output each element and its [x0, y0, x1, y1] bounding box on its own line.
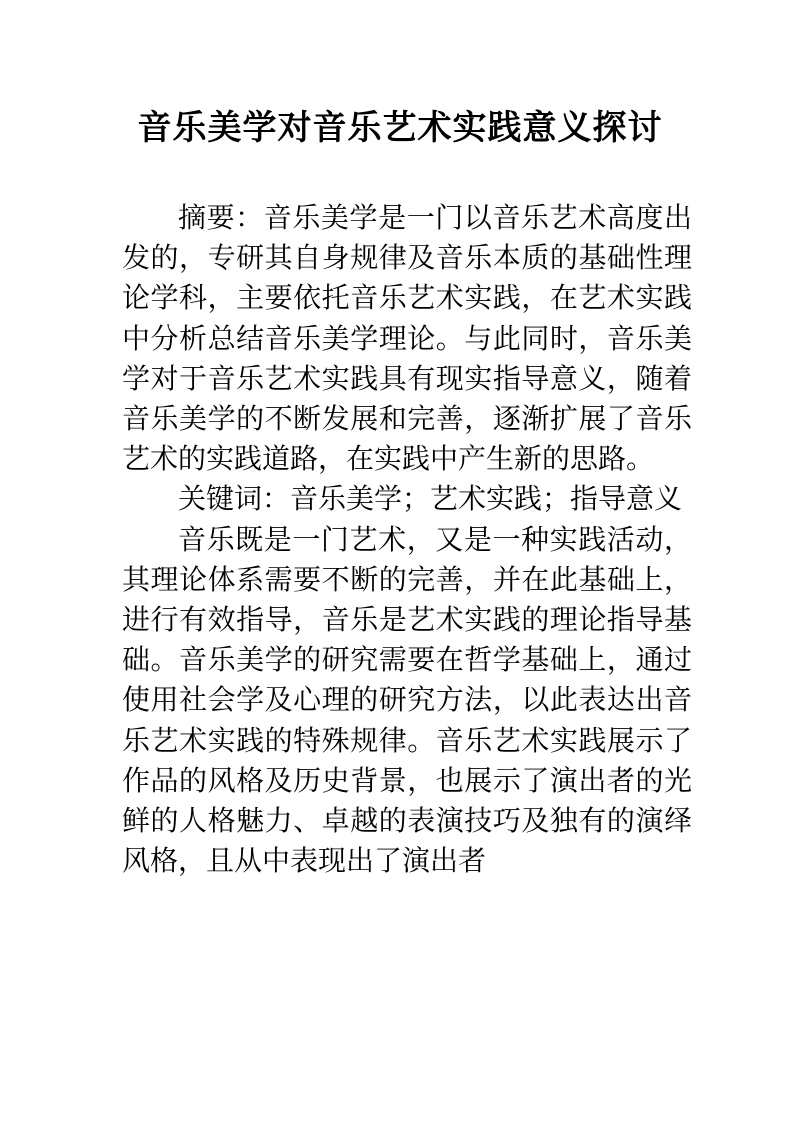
body-paragraph: 音乐既是一门艺术，又是一种实践活动，其理论体系需要不断的完善，并在此基础上，进行有效指导，音乐是艺术实践的理论指导基础。音乐美学的研究需要在哲学基础上，通过使用社会学及心理的研究方法，以此表达出音乐艺术实践的特殊规律。音乐艺术实践展示了作品的风格及历史背景，也展示了演出者的光鲜的人格魅力、卓越的表演技巧及独有的演绎风格，且从中表现出了演出者 — [122, 522, 692, 878]
document-body — [122, 198, 692, 881]
document-title: 音乐美学对音乐艺术实践意义探讨 — [137, 108, 663, 148]
keywords-paragraph: 关键词：音乐美学；艺术实践；指导意义 — [178, 482, 683, 516]
abstract-paragraph: 摘要：音乐美学是一门以音乐艺术高度出发的，专研其自身规律及音乐本质的基础性理论学科，主要依托音乐艺术实践，在艺术实践中分析总结音乐美学理论。与此同时，音乐美学对于音乐艺术实践具有现实指导意义，随着音乐美学的不断发展和完善，逐渐扩展了音乐艺术的实践道路，在实践中产生新的思路。 — [122, 201, 692, 476]
